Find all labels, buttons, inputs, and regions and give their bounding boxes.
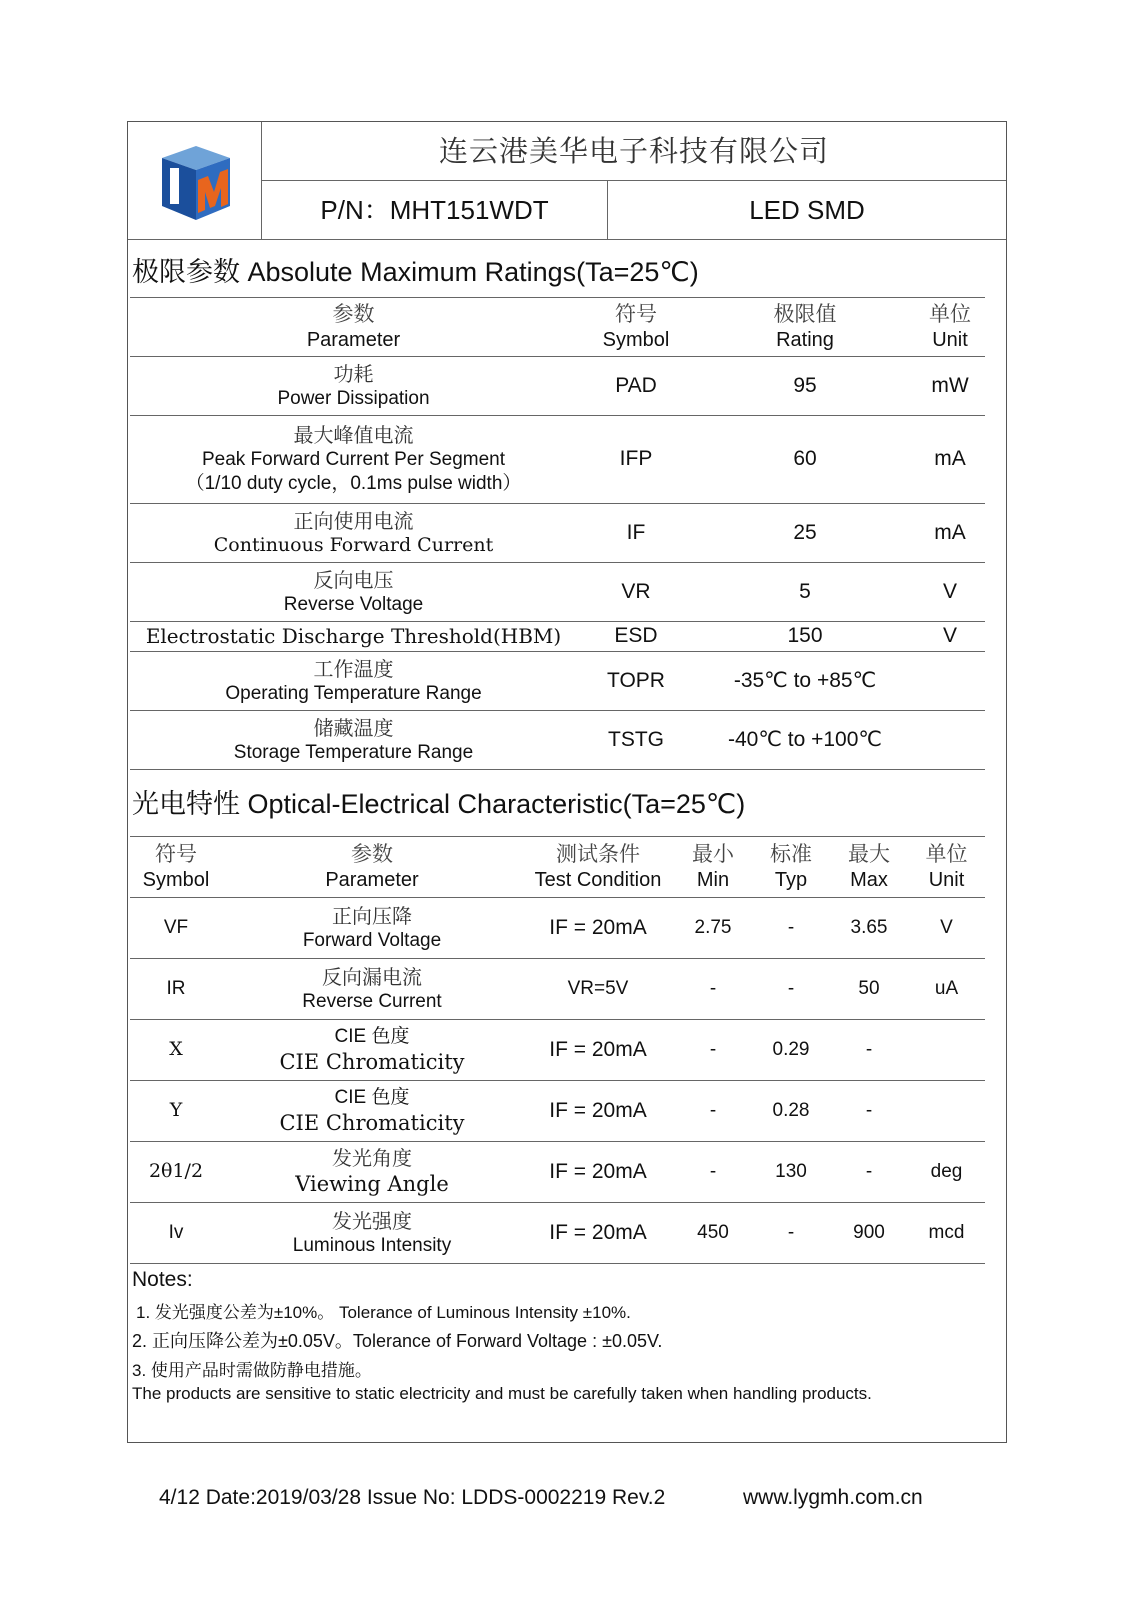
abs-row-unit: V xyxy=(942,579,957,603)
opt-row-max: - xyxy=(865,1161,873,1183)
abs-row-parameter: 反向电压 Reverse Voltage xyxy=(283,567,424,615)
abs-row-rating: 60 xyxy=(793,447,817,471)
opt-row-parameter: 发光强度 Luminous Intensity xyxy=(292,1208,452,1256)
product-type: LED SMD xyxy=(749,194,865,225)
opt-row-condition: IF = 20mA xyxy=(549,1159,647,1183)
abs-row-parameter: 工作温度 Operating Temperature Range xyxy=(225,656,482,704)
opt-header-unit: 单位 Unit xyxy=(925,842,968,891)
abs-row-parameter: 储藏温度 Storage Temperature Range xyxy=(233,715,474,763)
footer-page-info: 4/12 Date:2019/03/28 Issue No: LDDS-0002219 Rev.2 xyxy=(159,1486,666,1509)
opt-row-condition: IF = 20mA xyxy=(549,1037,647,1061)
opt-row-max: - xyxy=(865,1039,873,1061)
abs-row-unit: mA xyxy=(934,447,966,471)
abs-row-parameter: 功耗 Power Dissipation xyxy=(277,361,430,409)
abs-header-symbol: 符号 Symbol xyxy=(602,302,670,351)
abs-header-parameter: 参数 Parameter xyxy=(306,302,401,351)
opt-header-min: 最小 Min xyxy=(692,842,734,891)
opt-header-typ: 标准 Typ xyxy=(770,842,812,891)
opt-row-unit: mcd xyxy=(928,1222,965,1244)
opt-row-unit: V xyxy=(940,917,953,939)
opt-row-parameter: 发光角度 Viewing Angle xyxy=(295,1146,449,1197)
opt-row-unit: uA xyxy=(934,978,959,1000)
opt-row-parameter: 反向漏电流 Reverse Current xyxy=(302,964,442,1012)
abs-row-unit: V xyxy=(942,624,957,648)
opt-row-min: - xyxy=(709,1039,717,1061)
opt-row-symbol: 2θ1/2 xyxy=(148,1160,204,1183)
opt-row-max: 900 xyxy=(853,1222,885,1244)
opt-row-typ: 0.28 xyxy=(772,1100,810,1122)
note-line: 2. 正向压降公差为±0.05V。Tolerance of Forward Voltage : ±0.05V. xyxy=(132,1331,663,1351)
opt-row-unit xyxy=(908,1020,985,1080)
abs-row-symbol: PAD xyxy=(615,373,657,397)
abs-row-parameter: Electrostatic Discharge Threshold(HBM) xyxy=(145,624,562,648)
note-line: 3. 使用产品时需做防静电措施。 xyxy=(132,1361,372,1380)
abs-row-symbol: TSTG xyxy=(608,727,664,751)
opt-row-min: - xyxy=(709,1161,717,1183)
abs-header-rating: 极限值 Rating xyxy=(773,302,837,351)
opt-row-typ: - xyxy=(787,978,795,1000)
opt-header-max: 最大 Max xyxy=(848,842,890,891)
opt-row-condition: IF = 20mA xyxy=(549,915,647,939)
abs-max-title: 极限参数 Absolute Maximum Ratings(Ta=25℃) xyxy=(132,257,699,287)
opt-header-symbol: 符号 Symbol xyxy=(142,842,210,891)
abs-row-rating: -35℃ to +85℃ xyxy=(733,668,877,692)
opt-row-symbol: Iv xyxy=(168,1222,184,1244)
abs-row-symbol: TOPR xyxy=(607,668,665,692)
opt-row-min: 2.75 xyxy=(694,917,732,939)
abs-row-symbol: IF xyxy=(626,520,646,544)
opt-row-symbol: VF xyxy=(163,917,189,939)
note-line: 1. 发光强度公差为±10%。 Tolerance of Luminous Intensity ±10%. xyxy=(136,1303,631,1322)
opt-row-min: - xyxy=(709,978,717,1000)
opt-row-min: 450 xyxy=(697,1222,729,1244)
abs-row-rating: 95 xyxy=(793,373,817,397)
opt-row-symbol: IR xyxy=(166,978,186,1000)
abs-row-symbol: IFP xyxy=(619,447,653,471)
opt-row-condition: IF = 20mA xyxy=(549,1098,647,1122)
opt-row-condition: VR=5V xyxy=(567,978,629,1000)
opt-row-parameter: 正向压降 Forward Voltage xyxy=(302,903,442,951)
opt-row-max: 3.65 xyxy=(850,917,888,939)
footer-website[interactable]: www.lygmh.com.cn xyxy=(743,1486,923,1509)
opt-row-max: - xyxy=(865,1100,873,1122)
abs-row-unit: mA xyxy=(934,520,966,544)
opt-row-symbol: Y xyxy=(169,1099,183,1122)
opt-row-min: - xyxy=(709,1100,717,1122)
abs-row-symbol: ESD xyxy=(614,624,658,648)
abs-row-symbol: VR xyxy=(621,579,651,603)
opt-row-typ: 130 xyxy=(775,1161,807,1183)
notes-title: Notes: xyxy=(132,1268,193,1291)
abs-row-parameter: 正向使用电流 Continuous Forward Current xyxy=(213,508,494,556)
opt-row-parameter: CIE 色度 CIE Chromaticity xyxy=(279,1087,465,1135)
opt-header-parameter: 参数 Parameter xyxy=(325,842,419,891)
abs-row-rating: 5 xyxy=(799,579,811,603)
company-name: 连云港美华电子科技有限公司 xyxy=(438,133,829,168)
opt-row-max: 50 xyxy=(858,978,880,1000)
mh-logo-icon xyxy=(158,140,234,224)
abs-row-rating: 25 xyxy=(793,520,817,544)
opt-row-unit: deg xyxy=(930,1161,963,1183)
abs-row-rating: -40℃ to +100℃ xyxy=(727,727,882,751)
opt-row-symbol: X xyxy=(169,1038,183,1061)
opt-row-typ: 0.29 xyxy=(772,1039,810,1061)
part-number: P/N：MHT151WDT xyxy=(320,194,549,225)
opt-row-parameter: CIE 色度 CIE Chromaticity xyxy=(279,1026,465,1074)
opt-row-condition: IF = 20mA xyxy=(549,1220,647,1244)
abs-row-parameter: 最大峰值电流 Peak Forward Current Per Segment （1/10 duty cycle，0.1ms pulse width） xyxy=(185,423,522,494)
abs-header-unit: 单位 Unit xyxy=(929,302,971,351)
note-line: The products are sensitive to static electricity and must be carefully taken when handling products. xyxy=(132,1384,872,1403)
opt-row-typ: - xyxy=(787,917,795,939)
opt-header-condition: 测试条件 Test Condition xyxy=(534,842,662,891)
opt-row-typ: - xyxy=(787,1222,795,1244)
optical-title: 光电特性 Optical-Electrical Characteristic(Ta=25℃) xyxy=(132,789,746,819)
abs-row-rating: 150 xyxy=(787,624,823,648)
company-logo xyxy=(158,140,234,224)
abs-row-unit: mW xyxy=(931,373,969,397)
datasheet-frame xyxy=(127,121,1007,1443)
opt-row-unit xyxy=(908,1081,985,1141)
